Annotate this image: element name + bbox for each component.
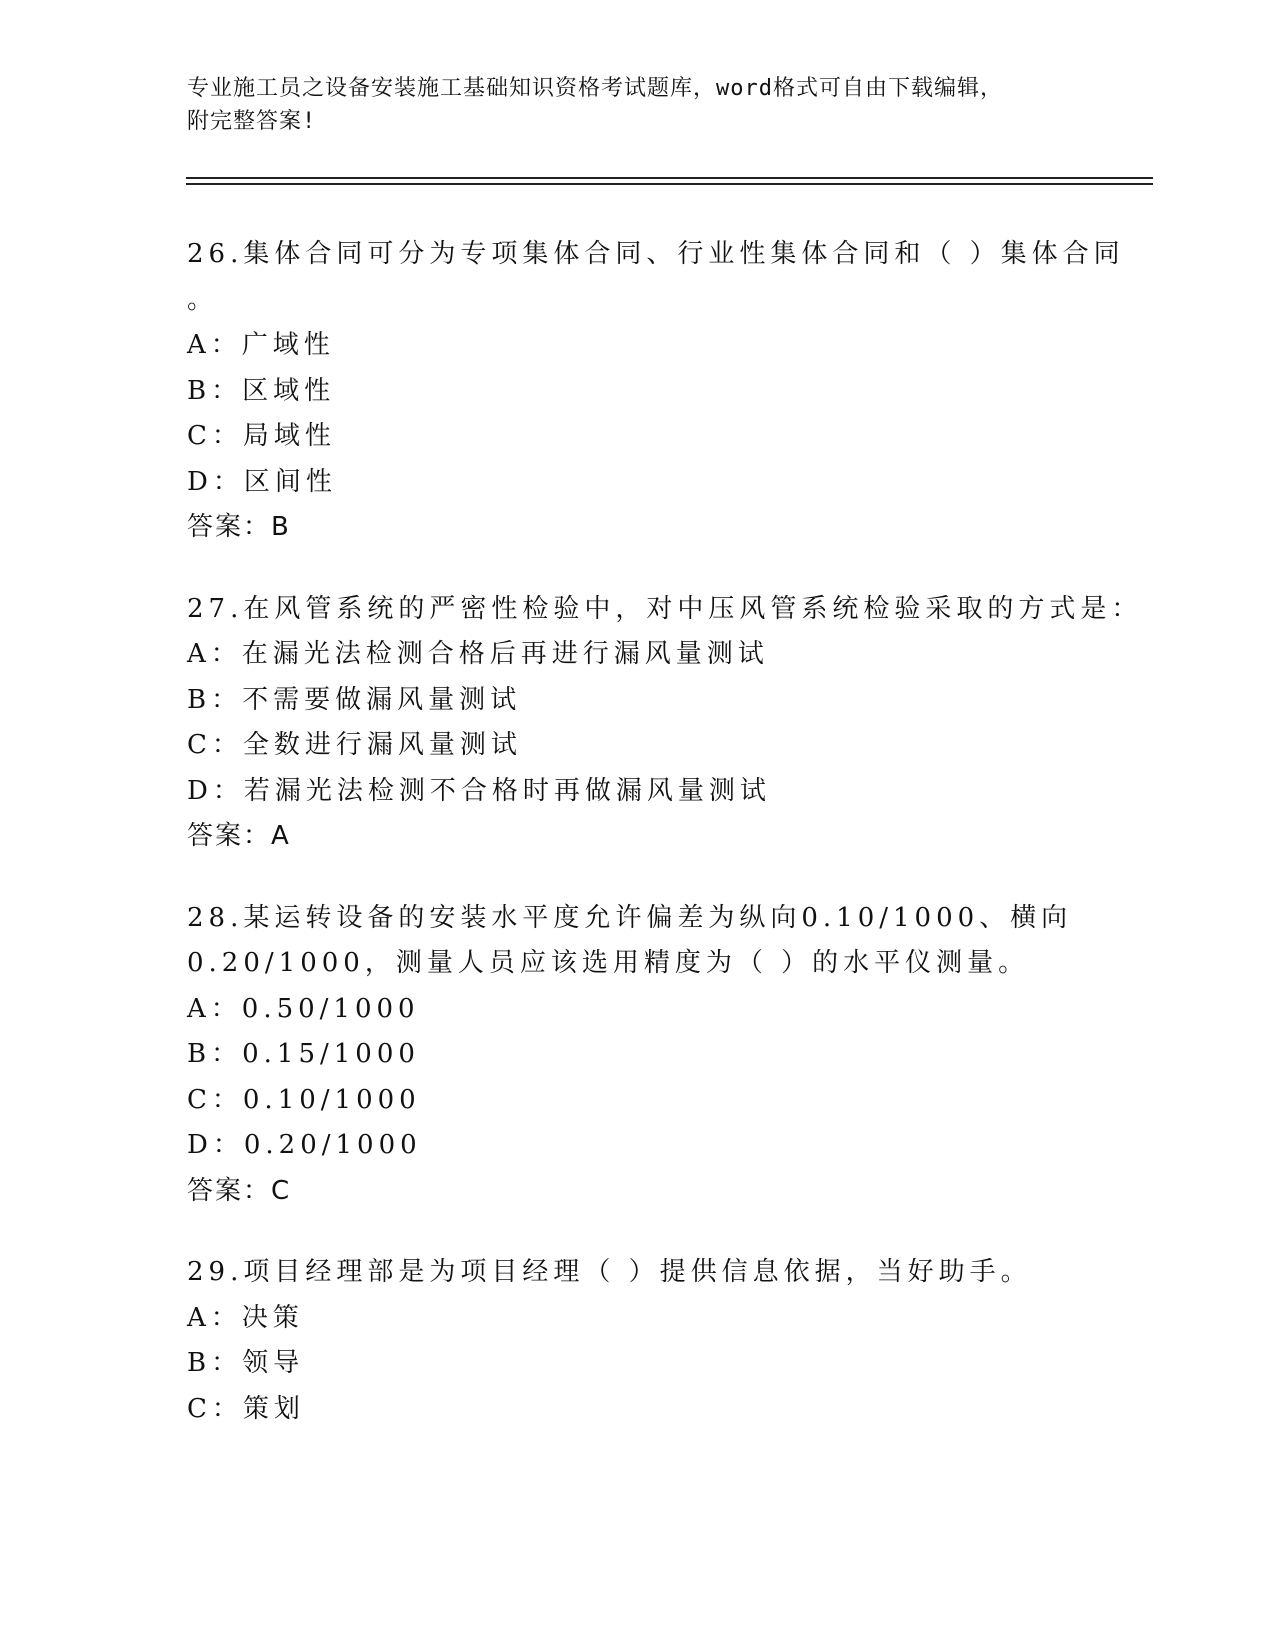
answer: 答案：B (187, 512, 291, 542)
option-b: B：领导 (187, 1348, 305, 1378)
option-b: B：0.15/1000 (187, 1039, 420, 1069)
option-c: C：策划 (187, 1393, 305, 1424)
question-29 (187, 1250, 1087, 1432)
option-c: C：局域性 (187, 421, 336, 451)
option-d: D：0.20/1000 (187, 1130, 422, 1160)
answer: 答案：A (187, 821, 291, 851)
document-header (187, 72, 1067, 138)
question-text: 28.某运转设备的安装水平度允许偏差为纵向0.10/1000、横向 (187, 902, 1073, 933)
header-divider-bottom (186, 183, 1153, 185)
question-28 (187, 896, 1087, 1215)
option-b: B：不需要做漏风量测试 (187, 684, 522, 715)
option-c: C：0.10/1000 (187, 1084, 421, 1115)
option-d: D：区间性 (187, 466, 337, 497)
header-line-2: 附完整答案! (187, 109, 317, 134)
option-a: A：在漏光法检测合格后再进行漏风量测试 (187, 639, 769, 669)
question-27 (187, 587, 1143, 860)
option-a: A：广域性 (187, 330, 335, 360)
option-d: D：若漏光法检测不合格时再做漏风量测试 (187, 775, 771, 806)
header-line-1: 专业施工员之设备安装施工基础知识资格考试题库，word格式可自由下载编辑， (187, 76, 1003, 101)
question-text: 29.项目经理部是为项目经理（ ）提供信息依据，当好助手。 (187, 1257, 1032, 1287)
question-text-continued: 0.20/1000，测量人员应该选用精度为（ ）的水平仪测量。 (187, 948, 1030, 978)
question-26 (187, 232, 1125, 551)
answer: 答案：C (187, 1175, 292, 1206)
question-text: 27.在风管系统的严密性检验中，对中压风管系统检验采取的方式是： (187, 593, 1143, 624)
option-b: B：区域性 (187, 375, 336, 406)
question-list (187, 232, 1143, 1468)
option-a: A：0.50/1000 (187, 993, 420, 1024)
header-divider-top (186, 177, 1153, 179)
option-c: C：全数进行漏风量测试 (187, 730, 522, 760)
question-text-continued: 。 (187, 284, 219, 315)
option-a: A：决策 (187, 1302, 304, 1333)
question-text: 26.集体合同可分为专项集体合同、行业性集体合同和（ ）集体合同 (187, 239, 1125, 269)
